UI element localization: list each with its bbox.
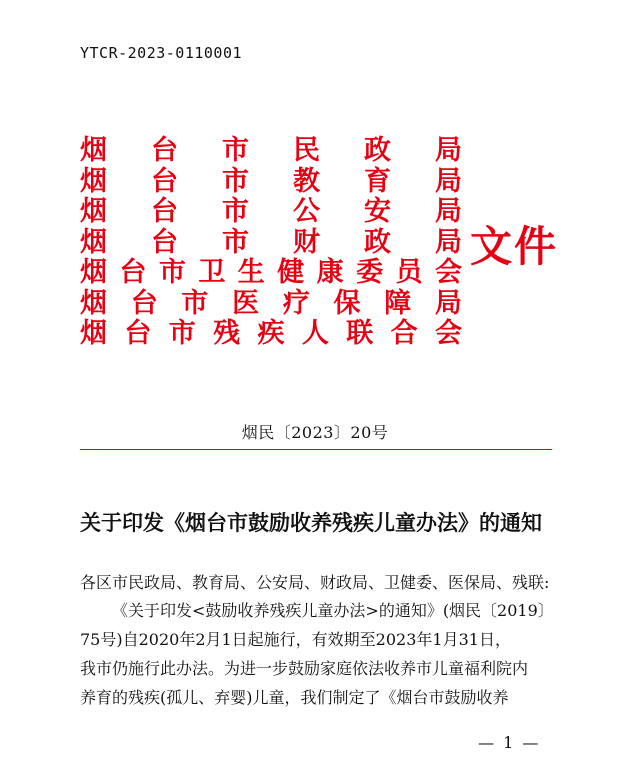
- issuer-char: 联: [346, 318, 374, 349]
- issuer-char: 康: [316, 257, 344, 288]
- issuer-char: 市: [222, 135, 249, 166]
- issuer-char: 台: [151, 135, 178, 166]
- body-line: 养育的残疾(孤儿、弃婴)儿童，我们制定了《烟台市鼓励收养: [80, 688, 509, 707]
- issuer-char: 医: [232, 287, 260, 319]
- issuer-char: 市: [168, 318, 196, 349]
- issuer-char: 卫: [198, 257, 226, 288]
- body-line: 75号)自2020年2月1日起施行，有效期至2023年1月31日，: [80, 630, 511, 649]
- issuer-char: 台: [119, 257, 147, 288]
- issuer-char: 育: [364, 165, 391, 197]
- issuer-char: 市: [181, 287, 209, 319]
- issuer-char: 生: [237, 257, 265, 288]
- issuer-char: 台: [151, 226, 178, 258]
- issuer-char: 市: [222, 165, 249, 197]
- issuer-char: 烟: [80, 165, 107, 197]
- issuer-char: 疗: [282, 287, 310, 319]
- body-paragraph: [80, 596, 552, 712]
- issuer-line-public-security: [80, 197, 462, 228]
- issuer-line-education: [80, 167, 462, 198]
- issuer-char: 台: [130, 287, 158, 319]
- red-separator-line: [80, 449, 552, 450]
- issuer-char: 台: [151, 196, 178, 227]
- issuer-char: 财: [293, 226, 320, 258]
- body-line: 我市仍施行此办法。为进一步鼓励家庭依法收养市儿童福利院内: [80, 659, 529, 678]
- issuer-char: 市: [222, 226, 249, 258]
- document-title: 关于印发《烟台市鼓励收养残疾儿童办法》的通知: [80, 510, 542, 535]
- issuer-char: 台: [151, 165, 178, 197]
- document-number: 烟民〔2023〕20号: [241, 423, 389, 442]
- issuer-char: 局: [435, 226, 462, 258]
- page-number: — 1 —: [478, 733, 541, 752]
- addressee-line: 各区市民政局、教育局、公安局、财政局、卫健委、医保局、残联:: [80, 573, 550, 592]
- issuer-line-civil-affairs: [80, 136, 462, 167]
- issuer-char: 政: [364, 135, 391, 166]
- issuer-char: 民: [293, 135, 320, 166]
- issuer-char: 市: [158, 257, 186, 288]
- issuer-char: 合: [390, 318, 418, 349]
- issuer-char: 烟: [80, 287, 107, 319]
- issuer-line-disabled-federation: [80, 319, 462, 350]
- issuer-char: 烟: [80, 257, 107, 288]
- issuer-char: 残: [213, 318, 241, 349]
- issuer-char: 委: [356, 257, 384, 288]
- issuer-char: 局: [435, 196, 462, 227]
- issuer-char: 烟: [80, 196, 107, 227]
- issuer-char: 公: [293, 196, 320, 227]
- body-line: 《关于印发<鼓励收养残疾儿童办法>的通知》(烟民〔2019〕: [112, 601, 554, 620]
- issuer-char: 政: [364, 226, 391, 258]
- issuer-line-finance: [80, 228, 462, 259]
- issuer-char: 教: [293, 165, 320, 197]
- issuer-char: 烟: [80, 226, 107, 258]
- issuer-char: 健: [277, 257, 305, 288]
- issuer-char: 人: [301, 318, 329, 349]
- document-type-label: 文件: [470, 222, 559, 271]
- issuer-char: 烟: [80, 135, 107, 166]
- document-id: YTCR-2023-0110001: [80, 44, 243, 62]
- issuer-char: 局: [435, 135, 462, 166]
- issuer-char: 员: [395, 257, 423, 288]
- issuer-char: 台: [124, 318, 152, 349]
- issuer-char: 会: [435, 318, 462, 349]
- issuer-char: 会: [434, 257, 462, 288]
- issuer-block: [80, 136, 462, 350]
- issuer-line-health-commission: [80, 258, 462, 289]
- issuer-char: 局: [434, 287, 462, 319]
- issuer-char: 疾: [257, 318, 285, 349]
- issuer-char: 烟: [80, 318, 107, 349]
- issuer-char: 局: [435, 165, 462, 197]
- issuer-char: 障: [384, 287, 412, 319]
- issuer-char: 安: [364, 196, 391, 227]
- issuer-char: 市: [222, 196, 249, 227]
- issuer-line-medical-security: [80, 289, 462, 320]
- issuer-char: 保: [333, 287, 361, 319]
